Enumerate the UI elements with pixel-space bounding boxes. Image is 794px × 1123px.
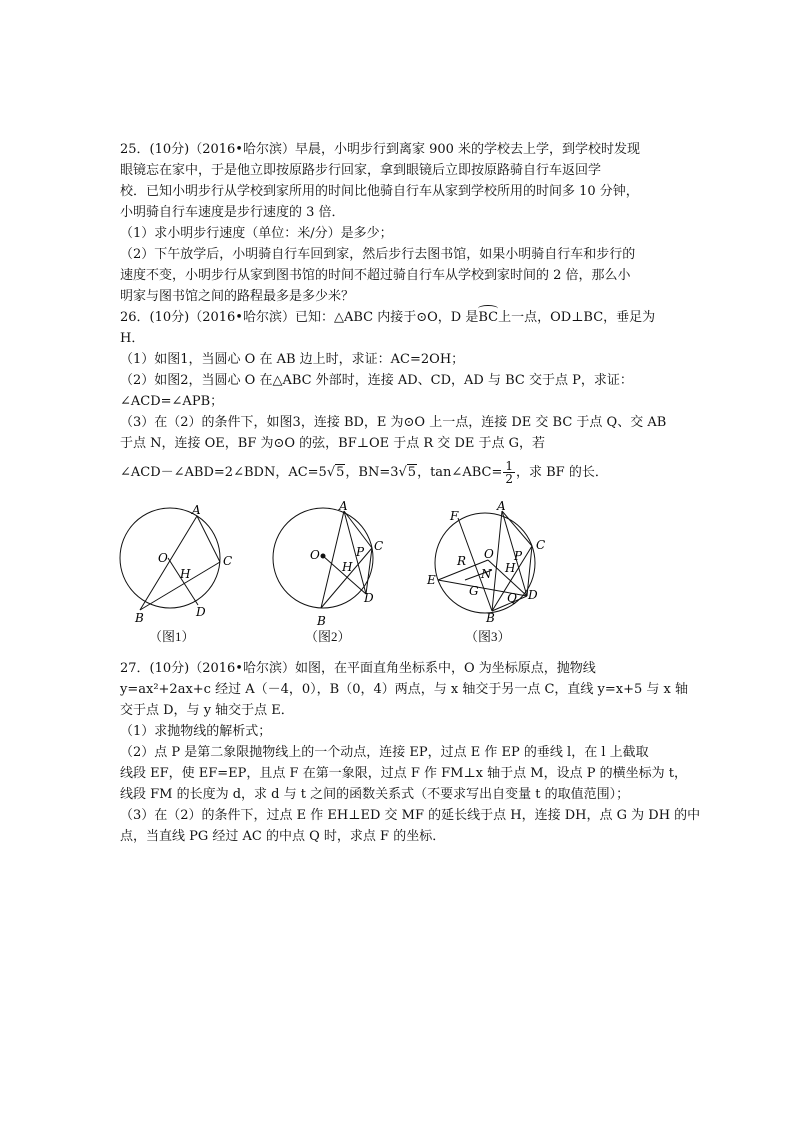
q25-line-4: 小明骑自行车速度是步行速度的 3 倍．	[120, 205, 345, 220]
fraction-numerator: 1	[505, 459, 513, 473]
q27-part-2-line-2: 线段 EF，使 EF=EP，且点 F 在第一象限，过点 F 作 FM⊥x 轴于点 M，设点 P 的横坐标为 t，	[120, 766, 687, 781]
fig1-line-ab	[140, 516, 197, 610]
fig3-label-o: O	[484, 547, 494, 561]
q27-part-3-line-2: 点，当直线 PG 经过 AC 的中点 Q 时，求点 F 的坐标．	[120, 829, 446, 844]
q26-cond-c: ，tan∠ABC=	[417, 465, 503, 480]
q25-line-3: 校．已知小明步行从学校到家所用的时间比他骑自行车从家到学校所用的时间多 10 分钟，	[120, 184, 639, 199]
fig2-label-o: O	[310, 548, 320, 562]
q26-part-2: （2）如图2，当圆心 O 在△ABC 外部时，连接 AD、CD，AD 与 BC 交于点 P，求证：	[120, 373, 633, 388]
fig3-label-e: E	[427, 573, 436, 587]
q26-part-2-angles: ∠ACD=∠APB；	[120, 394, 224, 409]
fig3-label-f: F	[450, 509, 459, 523]
q26-cond-d: ，求 BF 的长．	[515, 465, 608, 480]
fig1-label-b: B	[135, 611, 144, 625]
fig1-label-o: O	[158, 551, 168, 565]
fig1-label-d: D	[196, 605, 206, 619]
fig2-label-d: D	[364, 591, 374, 605]
fig2-label-b: B	[317, 614, 326, 628]
fig3-label-a: A	[497, 499, 506, 513]
q25-part-1: （1）求小明步行速度（单位：米/分）是多少；	[120, 226, 393, 241]
fig2-line-ac	[344, 511, 372, 548]
q27-part-2-line-1: （2）点 P 是第二象限抛物线上的一个动点，连接 EP，过点 E 作 EP 的垂线 l，在 l 上截取	[120, 745, 649, 760]
fig3-label-b: B	[486, 611, 495, 625]
q27-part-3-line-1: （3）在（2）的条件下，过点 E 作 EH⊥ED 交 MF 的延长线于点 H，连接 DH，点 G 为 DH 的中	[120, 808, 701, 823]
fig2-center-dot	[321, 554, 326, 559]
fig1-label-h: H	[180, 567, 191, 581]
q26-part-3-line-2: 于点 N，连接 OE，BF 为⊙O 的弦，BF⊥OE 于点 R 交 DE 于点 G，若	[120, 436, 546, 451]
fig1-label-c: C	[223, 554, 233, 568]
sqrt-value-2: 5	[407, 465, 417, 480]
figure-1-caption: （图1）	[149, 629, 195, 644]
sqrt-symbol: √5	[326, 465, 345, 480]
fig2-label-h: H	[342, 560, 353, 574]
figure-3-caption: （图3）	[465, 629, 511, 644]
q26-cond-a: ∠ACD－∠ABD=2∠BDN，AC=5	[120, 465, 327, 480]
q26-part-3-line-1: （3）在（2）的条件下，如图3，连接 BD，E 为⊙O 上一点，连接 DE 交 BC 于点 Q、交 AB	[120, 415, 667, 430]
fig3-label-q: Q	[507, 591, 517, 605]
fig2-label-p: P	[356, 545, 365, 559]
q27-line-3: 交于点 D，与 y 轴交于点 E．	[120, 703, 294, 718]
fig2-label-c: C	[374, 539, 384, 553]
q25-line-2: 眼镜忘在家中，于是他立即按原路步行回家，拿到眼镜后立即按原路骑自行车返回学	[120, 163, 602, 178]
fig3-label-c: C	[536, 538, 546, 552]
q26-line-1-end: 上一点，OD⊥BC，垂足为	[498, 310, 656, 325]
fig1-line-od	[168, 558, 198, 605]
fig2-line-ab	[321, 511, 344, 608]
q26-part-3-line-3	[120, 460, 608, 485]
sqrt-value-1: 5	[336, 465, 345, 480]
q26-cond-b: ，BN=3	[345, 465, 399, 480]
fig3-label-p: P	[514, 549, 523, 563]
q27-line-2: y=ax²+2ax+c 经过 A（－4，0），B（0，4）两点，与 x 轴交于另一点 C，直线 y=x+5 与 x 轴	[120, 682, 689, 697]
arc-bc: BC	[478, 308, 498, 328]
q25-part-2-line-1: （2）下午放学后，小明骑自行车回到家，然后步行去图书馆，如果小明骑自行车和步行的	[120, 247, 636, 262]
fraction-denominator: 2	[505, 472, 513, 486]
fig3-line-ab	[492, 511, 502, 611]
q26-line-1	[120, 308, 655, 328]
fig3-line-ac	[502, 511, 532, 546]
fig1-label-a: A	[192, 503, 201, 517]
fig3-label-h: H	[505, 561, 516, 575]
figure-2-caption: （图2）	[305, 629, 351, 644]
q26-line-1-start: 26．(10分)（2016•哈尔滨）已知：△ABC 内接于⊙O，D 是	[120, 310, 479, 325]
q27-part-2-line-3: 线段 FM 的长度为 d，求 d 与 t 之间的函数关系式（不要求写出自变量 t 的取值范围）；	[120, 787, 630, 802]
fig3-label-d: D	[528, 588, 538, 602]
q26-part-1: （1）如图1，当圆心 O 在 AB 边上时，求证：AC=2OH；	[120, 352, 465, 367]
fig2-label-a: A	[339, 499, 348, 513]
fig3-label-n: N	[481, 567, 492, 581]
fig3-circle	[435, 513, 535, 613]
sqrt-symbol-2: √5	[398, 465, 417, 480]
q25-part-2-line-3: 明家与图书馆之间的路程最多是多少米？	[120, 289, 355, 304]
fig3-label-r: R	[457, 554, 467, 568]
q25-line-1: 25．(10分)（2016•哈尔滨）早晨，小明步行到离家 900 米的学校去上学，到学校时发现	[120, 142, 641, 157]
fig1-circle	[120, 508, 220, 608]
q27-part-1: （1）求抛物线的解析式；	[120, 724, 272, 739]
q26-line-2: H．	[120, 331, 145, 346]
fraction	[503, 460, 515, 485]
fig3-label-g: G	[469, 584, 479, 598]
figure-1-diagram	[120, 508, 220, 610]
q25-part-2-line-2: 速度不变，小明步行从家到图书馆的时间不超过骑自行车从学校到家时间的 2 倍，那么小	[120, 268, 631, 283]
q27-line-1: 27．(10分)（2016•哈尔滨）如图，在平面直角坐标系中，O 为坐标原点，抛物线	[120, 661, 596, 676]
